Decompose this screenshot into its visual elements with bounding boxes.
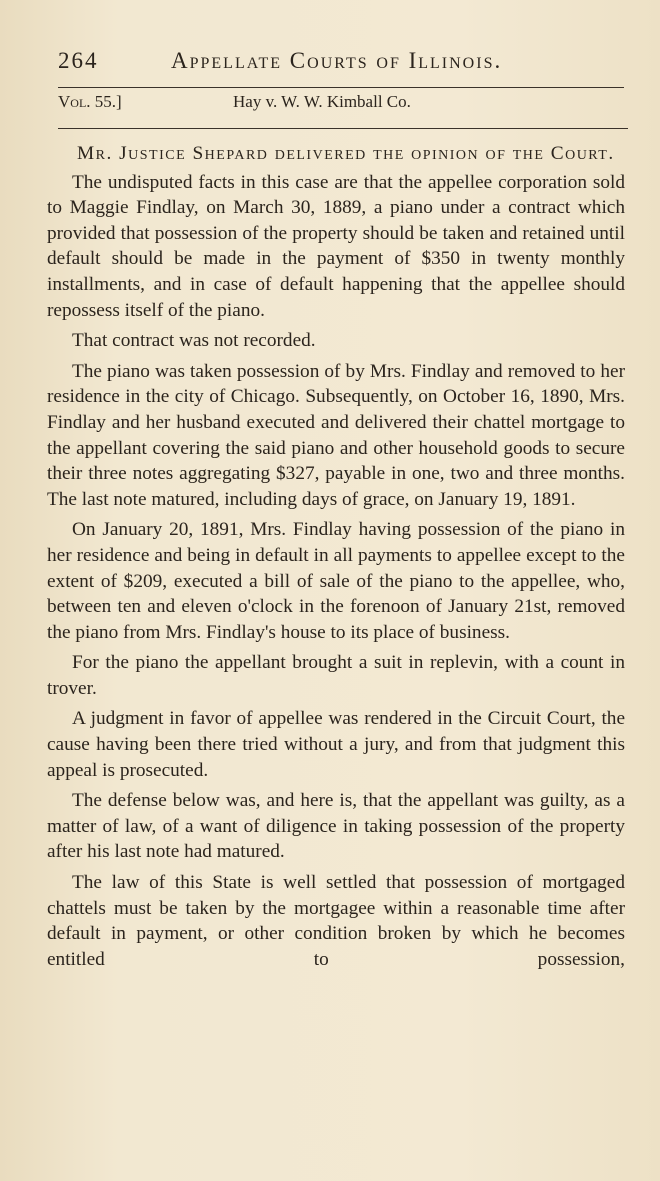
paragraph: The defense below was, and here is, that the appellant was guilty, as a matter of law, of a want of diligence in taking possession of the property after his last note had matured. (47, 790, 625, 863)
case-subheader (58, 92, 618, 120)
header-rule-bottom (58, 128, 628, 129)
paragraph: For the piano the appellant brought a suit in replevin, with a count in trover. (47, 652, 625, 699)
paragraph: The undisputed facts in this case are that the appellee corporation sold to Maggie Findlay, on March 30, 1889, a piano under a contract which provided that possession of the property should be taken and retained until default should be made in the payment of $350 in twenty monthly installments, and in case of default happening that the appellee should repossess itself of the piano. (47, 171, 625, 321)
volume-label: Vol. 55.] (58, 92, 122, 111)
paragraph: A judgment in favor of appellee was rendered in the Circuit Court, the cause having been there tried without a jury, and from that judgment this appeal is prosecuted. (47, 708, 625, 781)
paragraph: That contract was not recorded. (72, 330, 316, 352)
case-name: Hay v. W. W. Kimball Co. (233, 92, 411, 111)
running-title: Appellate Courts of Illinois. (171, 48, 503, 73)
paragraph: On January 20, 1891, Mrs. Findlay having possession of the piano in her residence and being in default in all payments to appellee except to the extent of $209, executed a bill of sale of the piano to the appellee, who, between ten and eleven o'clock in the forenoon of January 21st, removed the piano from Mrs. Findlay's house to its place of business. (47, 519, 625, 643)
page-number: 264 (58, 48, 99, 73)
page-header (58, 48, 528, 80)
opinion-opening: Mr. Justice Shepard delivered the opinion of the Court. (77, 143, 615, 164)
opinion-text (47, 141, 625, 977)
paragraph: The law of this State is well settled that possession of mortgaged chattels must be taken by the mortgagee within a reasonable time after default in payment, or other condition broken by which he becomes entitled to possession, (47, 872, 625, 970)
paragraph: The piano was taken possession of by Mrs. Findlay and removed to her residence in the city of Chicago. Subsequently, on October 16, 1890, Mrs. Findlay and her husband executed and delivered their chattel mortgage to the appellant covering the said piano and other household goods to secure their three notes aggregating $327, payable in one, two and three months. The last note matured, including days of grace, on January 19, 1891. (47, 360, 625, 510)
header-rule-top (58, 87, 624, 88)
